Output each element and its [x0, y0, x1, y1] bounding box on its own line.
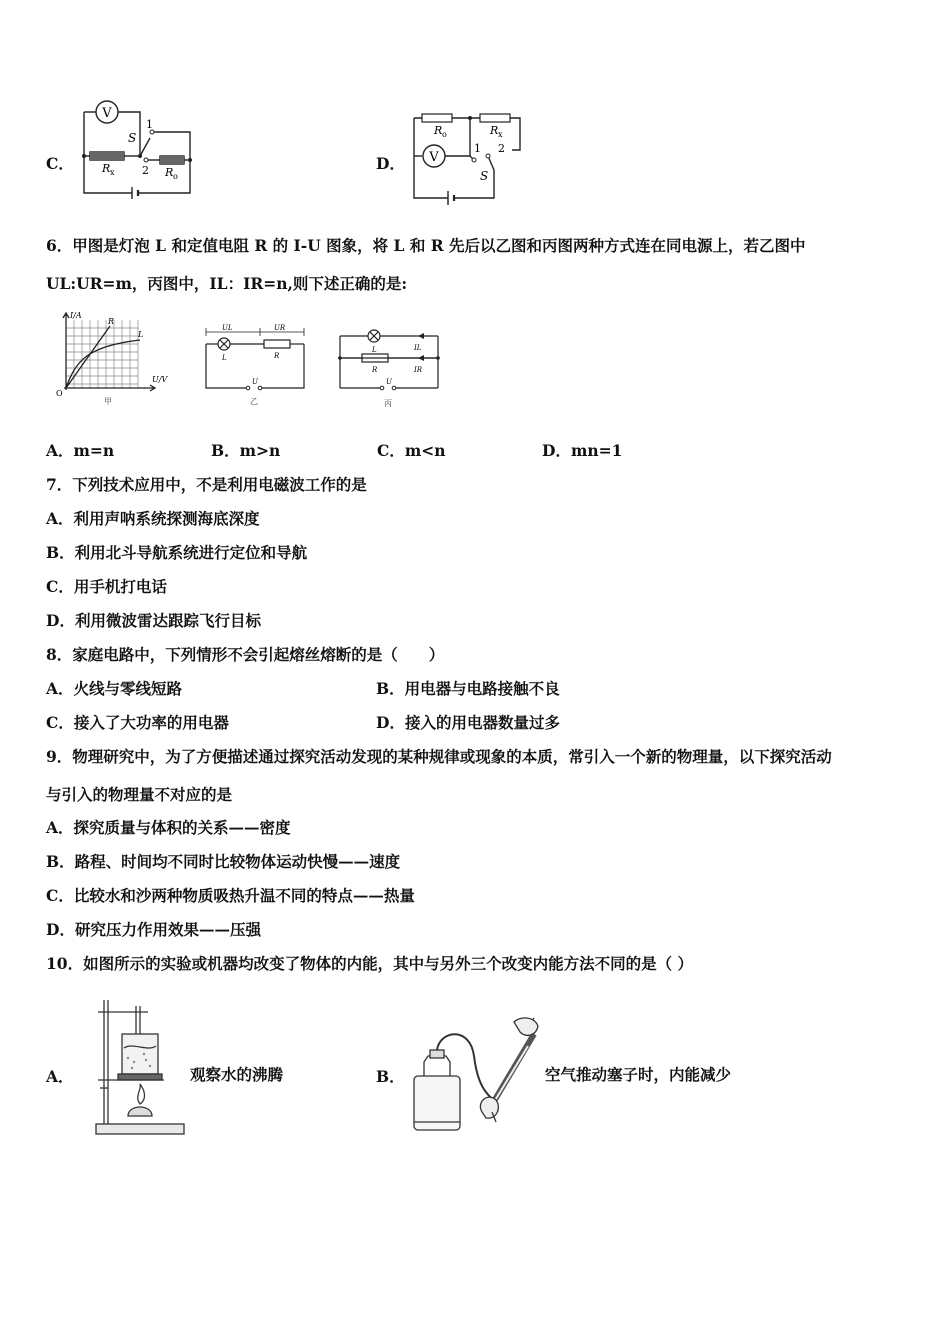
q10-option-a-label: A．: [46, 1067, 74, 1086]
c-voltmeter-label: V: [102, 106, 112, 121]
jia-origin: O: [56, 389, 63, 398]
q7-option-b: B．利用北斗导航系统进行定位和导航: [46, 543, 308, 562]
q8-stem: 8．家庭电路中，下列情形不会引起熔丝熔断的是（ ）: [46, 645, 445, 664]
jia-curve-r: R: [108, 317, 115, 326]
q10-stem: 10．如图所示的实验或机器均改变了物体的内能，其中与另外三个改变内能方法不同的是（ ）: [46, 954, 693, 973]
q10-option-b-label: B．: [376, 1067, 405, 1086]
q5-circuit-d: [408, 110, 528, 210]
bing-r-label: R: [372, 366, 378, 374]
d-rx-sub: x: [498, 130, 503, 139]
c-node-1: 1: [146, 118, 153, 131]
d-node-1: 1: [474, 142, 481, 155]
jia-xlabel: U/V: [152, 375, 168, 384]
q9-stem-line1: 9．物理研究中，为了方便描述通过探究活动发现的某种规律或现象的本质，常引入一个新的物理量，以下探究活动: [46, 747, 832, 766]
q6-option-d: D．mn=1: [542, 441, 623, 460]
q9-option-a: A．探究质量与体积的关系——密度: [46, 818, 291, 837]
bing-caption: 丙: [384, 399, 392, 408]
q10-option-a-caption: 观察水的沸腾: [190, 1065, 284, 1084]
bing-u-label: U: [386, 378, 392, 386]
q9-option-b: B．路程、时间均不同时比较物体运动快慢——速度: [46, 852, 401, 871]
q5-option-d-label: D．: [376, 154, 405, 173]
q6-stem-line1: 6．甲图是灯泡 L 和定值电阻 R 的 I-U 图象，将 L 和 R 先后以乙图和丙图两种方式连在同电源上，若乙图中: [46, 236, 806, 255]
q6-stem-line2: UL:UR=m，丙图中，IL：IR=n,则下述正确的是:: [46, 274, 408, 293]
c-switch-label: S: [128, 131, 137, 145]
jia-ylabel: I/A: [70, 311, 82, 320]
bing-il-label: IL: [414, 344, 422, 352]
q8-option-c: C．接入了大功率的用电器: [46, 713, 229, 732]
c-node-2: 2: [142, 164, 149, 177]
q9-stem-line2: 与引入的物理量不对应的是: [46, 785, 233, 804]
d-r0-sub: o: [442, 130, 447, 139]
q7-option-a: A．利用声呐系统探测海底深度: [46, 509, 260, 528]
q6-option-a: A．m=n: [46, 441, 115, 460]
q5-option-c-label: C．: [46, 154, 74, 173]
d-switch-label: S: [480, 169, 489, 183]
q8-option-d: D．接入的用电器数量过多: [376, 713, 560, 732]
c-rx-label: R: [102, 162, 111, 175]
d-node-2: 2: [498, 142, 505, 155]
q7-option-c: C．用手机打电话: [46, 577, 167, 596]
jia-caption: 甲: [104, 397, 112, 406]
yi-ul-label: UL: [222, 324, 233, 332]
c-r0-label: R: [165, 166, 174, 179]
c-r0-sub: o: [173, 172, 178, 181]
q6-fig-jia-iu-graph: [52, 310, 182, 405]
q6-option-c: C．m<n: [377, 441, 446, 460]
q6-fig-yi-series-circuit: [200, 322, 312, 406]
yi-caption: 乙: [250, 397, 258, 406]
q5-circuit-c: [80, 98, 200, 206]
q8-option-b: B．用电器与电路接触不良: [376, 679, 560, 698]
yi-u-label: U: [252, 378, 258, 386]
bing-l-label: L: [372, 346, 377, 354]
q6-fig-bing-parallel-circuit: [334, 326, 446, 410]
q10-option-b-caption: 空气推动塞子时，内能减少: [545, 1065, 732, 1084]
yi-ur-label: UR: [274, 324, 286, 332]
d-r0-label: R: [434, 124, 443, 137]
q8-option-a: A．火线与零线短路: [46, 679, 183, 698]
q7-stem: 7．下列技术应用中，不是利用电磁波工作的是: [46, 475, 367, 494]
q10-fig-a-boiling-water-apparatus: [88, 992, 190, 1138]
q7-option-d: D．利用微波雷达跟踪飞行目标: [46, 611, 261, 630]
q10-fig-b-bottle-pump-apparatus: [410, 1016, 544, 1138]
q9-option-c: C．比较水和沙两种物质吸热升温不同的特点——热量: [46, 886, 415, 905]
d-voltmeter-label: V: [429, 150, 439, 165]
yi-r-label: R: [274, 352, 280, 360]
q9-option-d: D．研究压力作用效果——压强: [46, 920, 261, 939]
yi-l-label: L: [222, 354, 227, 362]
c-rx-sub: x: [110, 168, 115, 177]
bing-ir-label: IR: [414, 366, 423, 374]
jia-curve-l: L: [138, 330, 144, 339]
d-rx-label: R: [490, 124, 499, 137]
q6-option-b: B．m>n: [211, 441, 281, 460]
